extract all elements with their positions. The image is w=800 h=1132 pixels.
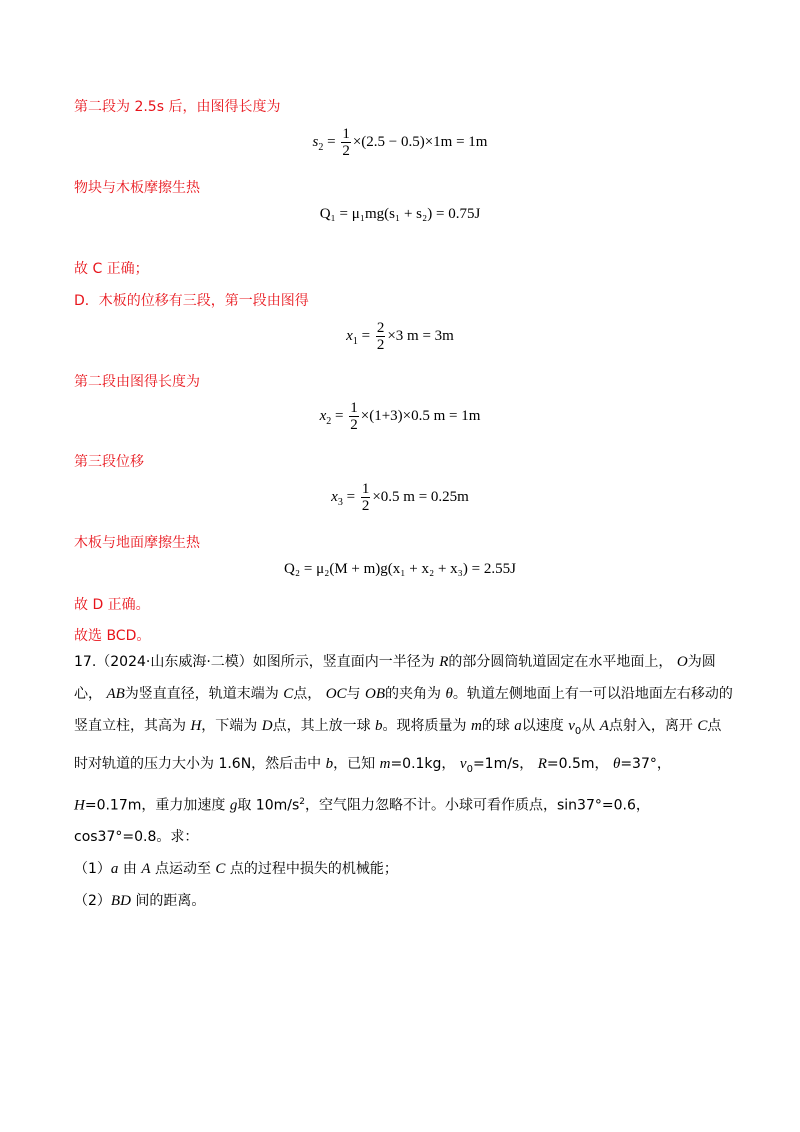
formula-q2: Q₂ = μ₂(M + m)g(x₁ + x₂ + x₃) = 2.55J: [284, 561, 516, 577]
question-17: [74, 646, 734, 917]
formula-x2: $x_2$ = $\frac{1}{2}$ ×(1+3)×0.5 m = 1m: [319, 400, 481, 433]
solution-line-6: 第三段位移: [74, 454, 144, 470]
solution-line-5: 第二段由图得长度为: [74, 374, 200, 390]
solution-line-3: 故 C 正确；: [74, 261, 149, 277]
solution-line-4: D．木板的位移有三段，第一段由图得: [74, 293, 309, 309]
formula-q1: Q₁ = μ₁mg(s₁ + s₂) = 0.75J: [319, 206, 481, 222]
solution-line-2: 物块与木板摩擦生热: [74, 180, 200, 196]
solution-line-9: 故选 BCD。: [74, 628, 151, 644]
solution-line-8: 故 D 正确。: [74, 597, 150, 613]
sub-question-1: （1）a 由 A 点运动至 C 点的过程中损失的机械能；: [74, 861, 398, 878]
solution-line-7: 木板与地面摩擦生热: [74, 535, 200, 551]
formula-x1: $x_1$ = $\frac{2}{2}$ ×3 m = 3m: [346, 320, 454, 353]
formula-x3: $x_3$ = $\frac{1}{2}$ ×0.5 m = 0.25m: [331, 481, 469, 514]
solution-line-1: 第二段为 2.5s 后，由图得长度为: [74, 99, 281, 115]
sub-question-2: （2）BD 间的距离。: [74, 893, 206, 910]
formula-s2: $s_2$ = $\frac{1}{2}$ ×(2.5 − 0.5)×1m = 1m: [312, 126, 488, 159]
question-stem: 17.（2024·山东威海·二模）如图所示，竖直面内一半径为 R的部分圆筒轨道固定在水平地面上， O为圆心， AB为竖直直径，轨道末端为 C点， OC与 OB的夹角为 θ。轨道左侧地面上有一可以沿地面左右移动的竖直立柱，其高为 H，下端为 D点，其上放一球 b。现将质量为 m的球 a以速度 $v_0$从 A点射入，离开 C点时对轨道的压力大小为 1.6N，然后击中 b，已知 m=0.1kg， $v_0=1m/s$， R=0.5m， θ=37°， H=0.17m，重力加速度 g取 $10m/s^2$，空气阻力忽略不计。小球可看作质点，sin37°=0.6，cos37°=0.8。求：: [74, 654, 733, 846]
